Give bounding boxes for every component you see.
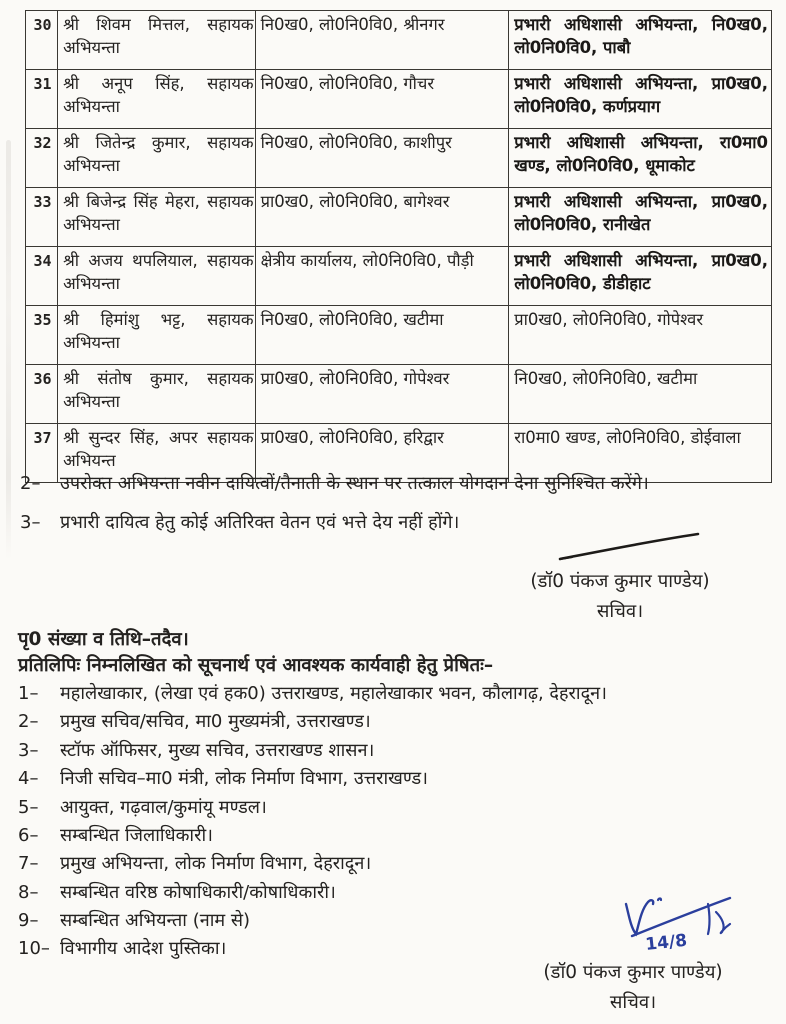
- list-item-text: आयुक्त, गढ़वाल/कुमांयू मण्डल।: [60, 796, 267, 818]
- note-number: 2–: [20, 473, 41, 494]
- note-number: 3–: [20, 512, 41, 534]
- serial-cell: 35: [26, 306, 58, 365]
- list-item-number: 10–: [18, 938, 50, 960]
- list-item: [18, 798, 763, 819]
- note-item: [20, 472, 775, 496]
- signature-stroke: [556, 531, 706, 563]
- list-item-text: स्टॉफ ऑफिसर, मुख्य सचिव, उत्तराखण्ड शासन।: [60, 739, 375, 761]
- current-posting-cell: प्रा0ख0, लो0नि0वि0, हरिद्वार: [255, 424, 509, 483]
- list-item-number: 2–: [18, 711, 39, 733]
- engineer-name-cell: श्री जितेन्द्र कुमार, सहायक अभियन्ता: [58, 129, 256, 188]
- signatory-name: (डॉ0 पंकज कुमार पाण्डेय): [543, 962, 723, 983]
- reference-number-line: पृ0 संख्या व तिथि–तदैव।: [18, 629, 189, 650]
- postings-table: [25, 10, 772, 483]
- secretary-signature-block-top: [455, 567, 785, 626]
- engineer-name-cell: श्री हिमांशु भट्ट, सहायक अभियन्ता: [58, 306, 256, 365]
- list-item-text: सम्बन्धित अभियन्ता (नाम से): [60, 910, 251, 931]
- list-item-number: 8–: [18, 881, 39, 903]
- list-item-number: 9–: [18, 910, 39, 931]
- current-posting-cell: नि0ख0, लो0नि0वि0, काशीपुर: [255, 129, 509, 188]
- engineer-name-cell: श्री सुन्दर सिंह, अपर सहायक अभियन्त: [58, 424, 256, 483]
- list-item: [18, 684, 763, 705]
- list-item-text: सम्बन्धित जिलाधिकारी।: [60, 824, 213, 846]
- list-item-number: 5–: [18, 796, 39, 818]
- serial-cell: 34: [26, 247, 58, 306]
- current-posting-cell: क्षेत्रीय कार्यालय, लो0नि0वि0, पौड़ी: [255, 247, 509, 306]
- new-posting-cell: प्रभारी अधिशासी अभियन्ता, प्रा0ख0, लो0नि0वि0, कर्णप्रयाग: [509, 70, 772, 129]
- new-posting-cell: प्रभारी अधिशासी अभियन्ता, रा0मा0 खण्ड, लो0नि0वि0, धूमाकोट: [509, 129, 772, 188]
- serial-cell: 36: [26, 365, 58, 424]
- new-posting-cell: प्रभारी अधिशासी अभियन्ता, प्रा0ख0, लो0नि0वि0, डीडीहाट: [509, 247, 772, 306]
- list-item-number: 4–: [18, 768, 39, 790]
- current-posting-cell: प्रा0ख0, लो0नि0वि0, बागेश्वर: [255, 188, 509, 247]
- current-posting-cell: प्रा0ख0, लो0नि0वि0, गोपेश्वर: [255, 365, 509, 424]
- secretary-signature-block-bottom: [468, 958, 786, 1017]
- list-item-number: 3–: [18, 739, 39, 761]
- engineer-name-cell: श्री बिजेन्द्र सिंह मेहरा, सहायक अभियन्ता: [58, 188, 256, 247]
- serial-cell: 30: [26, 11, 58, 70]
- table-row: [26, 129, 772, 188]
- note-text: उपरोक्त अभियन्ता नवीन दायित्वों/तैनाती के स्थान पर तत्काल योगदान देना सुनिश्चित करेंगे।: [60, 473, 649, 494]
- signature-scribble: [612, 890, 737, 956]
- table-row: [26, 365, 772, 424]
- list-item-text: महालेखाकार, (लेखा एवं हक0) उत्तराखण्ड, महालेखाकार भवन, कौलागढ़, देहरादून।: [60, 683, 607, 704]
- signatory-title: सचिव।: [609, 991, 657, 1013]
- new-posting-cell: प्रा0ख0, लो0नि0वि0, गोपेश्वर: [509, 306, 772, 365]
- list-item-text: सम्बन्धित वरिष्ठ कोषाधिकारी/कोषाधिकारी।: [60, 881, 336, 903]
- current-posting-cell: नि0ख0, लो0नि0वि0, श्रीनगर: [255, 11, 509, 70]
- signature-date-mark: 14/8: [644, 930, 688, 955]
- serial-cell: 31: [26, 70, 58, 129]
- list-item: [18, 826, 763, 847]
- new-posting-cell: प्रभारी अधिशासी अभियन्ता, नि0ख0, लो0नि0वि0, पाबौ: [509, 11, 772, 70]
- note-text: प्रभारी दायित्व हेतु कोई अतिरिक्त वेतन एवं भत्ते देय नहीं होंगे।: [60, 512, 460, 534]
- new-posting-cell: प्रभारी अधिशासी अभियन्ता, प्रा0ख0, लो0नि0वि0, रानीखेत: [509, 188, 772, 247]
- current-posting-cell: नि0ख0, लो0नि0वि0, गौचर: [255, 70, 509, 129]
- serial-cell: 33: [26, 188, 58, 247]
- list-item-number: 7–: [18, 853, 39, 875]
- list-item-text: निजी सचिव–मा0 मंत्री, लोक निर्माण विभाग, उत्तराखण्ड।: [60, 768, 428, 790]
- list-item: [18, 854, 763, 875]
- scan-artifact: [6, 140, 11, 560]
- engineer-name-cell: श्री अनूप सिंह, सहायक अभियन्ता: [58, 70, 256, 129]
- table-row: [26, 188, 772, 247]
- signatory-name: (डॉ0 पंकज कुमार पाण्डेय): [530, 571, 710, 592]
- list-item-text: प्रमुख अभियन्ता, लोक निर्माण विभाग, देहरादून।: [60, 853, 372, 875]
- table-row: [26, 306, 772, 365]
- signatory-title: सचिव।: [596, 600, 644, 622]
- current-posting-cell: नि0ख0, लो0नि0वि0, खटीमा: [255, 306, 509, 365]
- list-item-number: 1–: [18, 683, 39, 704]
- list-item-number: 6–: [18, 824, 39, 846]
- list-item: [18, 712, 763, 733]
- list-item: [18, 741, 763, 762]
- copy-distribution-heading: प्रतिलिपिः निम्नलिखित को सूचनार्थ एवं आवश्यक कार्यवाही हेतु प्रेषितः–: [18, 655, 494, 676]
- serial-cell: 37: [26, 424, 58, 483]
- list-item-text: विभागीय आदेश पुस्तिका।: [60, 938, 227, 960]
- serial-cell: 32: [26, 129, 58, 188]
- list-item: [18, 769, 763, 790]
- engineer-name-cell: श्री संतोष कुमार, सहायक अभियन्ता: [58, 365, 256, 424]
- table-row: [26, 70, 772, 129]
- engineer-name-cell: श्री अजय थपलियाल, सहायक अभियन्ता: [58, 247, 256, 306]
- table-row: [26, 11, 772, 70]
- postings-table-body: [26, 11, 772, 483]
- table-row: [26, 247, 772, 306]
- new-posting-cell: रा0मा0 खण्ड, लो0नि0वि0, डोईवाला: [509, 424, 772, 483]
- list-item-text: प्रमुख सचिव/सचिव, मा0 मुख्यमंत्री, उत्तराखण्ड।: [60, 711, 371, 733]
- engineer-name-cell: श्री शिवम मित्तल, सहायक अभियन्ता: [58, 11, 256, 70]
- new-posting-cell: नि0ख0, लो0नि0वि0, खटीमा: [509, 365, 772, 424]
